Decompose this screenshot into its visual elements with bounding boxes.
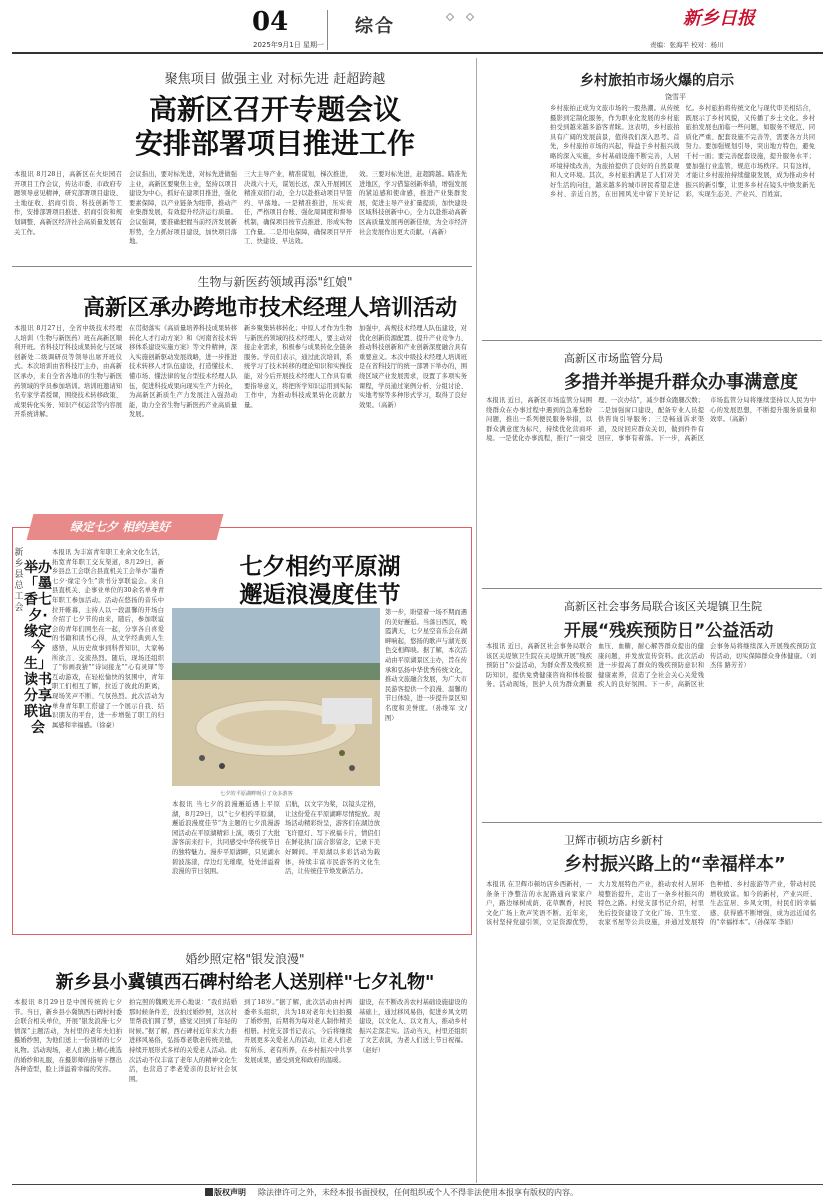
a2-col-2: 在贯彻落实《高质量培养科技成果转移转化人才行动方案》和《河南省技术转移体系建设实施方案》等文件精神，深入实施创新驱动发展战略，进一步推进技术转移人才队伍建设，打造懂技术、懂市场、懂法律的复合型技术经理人队伍，促进科技成果向现实生产力转化，为高新区新质生产力发展注入强劲动能，助力全省生物与新医药产业高质量发展。 bbox=[129, 325, 237, 419]
r3-title: 开展“残疾预防日”公益活动 bbox=[564, 621, 774, 641]
a1-col-2: 会议指出，要对标先进，对标先进做强主业，高新区要聚焦主业，坚持以项目建设为中心，抓好在建项目推进，强化要素保障，以产业链条为纽带，推动产业集群发展，有效提升经济运行质量。会议强调，要准确把握当前经济发展新形势，全力抓好项目建设，加快项目落地。 bbox=[129, 171, 237, 246]
a3-body-2: 启航，以文字为桨，以镜头定格，让这份爱在平原湖畔尽情绽放。现场活动精彩纷呈，游客们在湖边放飞许愿灯、写下祝福卡片，情侣们在鲜花拱门前合影留念，记录下美好瞬间。平原湖以多彩活动为载体，持续丰富市民游客的文化生活，让传统佳节焕发新活力。 bbox=[285, 801, 380, 876]
a1-kicker: 聚焦项目 做强主业 对标先进 赶超跨越 bbox=[164, 72, 386, 87]
a2-title: 高新区承办跨地市技术经理人培训活动 bbox=[82, 296, 457, 321]
r3-kicker: 高新区社会事务局联合该区关堤镇卫生院 bbox=[564, 600, 762, 613]
a4-title: 新乡县小冀镇西石碑村给老人送别样"七夕礼物" bbox=[55, 972, 435, 993]
date-line: 2025年9月1日 星期一 bbox=[253, 41, 324, 49]
newspaper-logo: 新乡日报 bbox=[683, 8, 755, 29]
a1-col-4: 效。三要对标先进，赶超跨越。瞄准先进地区，学习借鉴创新举措，增强发展的紧迫感和使命感，推进产业集群发展，促进主导产业扩量提质，加快建设区域科技创新中心，全力以赴推动高新区高质量发展再创新佳绩，为全市经济社会发展作出更大贡献。（高新） bbox=[359, 171, 467, 236]
r3-body: 本报讯 近日，高新区社会事务局联合该区关堤镇卫生院在关堤镇开展“残疾预防日”公益活动，为群众普及残疾预防知识，提供免费健康咨询和体检服务。活动现场，医护人员为群众测量血压、血糖，耐心解答群众提出的健康问题，并发放宣传资料。此次活动进一步提高了群众的残疾预防意识和健康素养，营造了全社会关心关爱残疾人的良好氛围。下一步，高新区社会事务局将继续深入开展残疾预防宣传活动，切实保障群众身体健康。（刘杰伟 路芳芳） bbox=[486, 643, 816, 689]
a1-title: 高新区召开专题会议 bbox=[148, 93, 401, 126]
a1-title-2: 安排部署项目推进工作 bbox=[134, 127, 415, 160]
a3-side-title: 举办「墨香七夕·缘定今生」读书分享联谊会 bbox=[24, 560, 52, 736]
a4-col-3: 到了18岁。”据了解，此次活动由村两委牵头组织，共为18对老年夫妇拍摄了婚纱照，后期将为每对老人制作精美相册。村党支部书记表示，今后将继续开展更多关爱老人的活动，让老人们老有所乐、老有所养，在乡村振兴中共享发展成果，感受到党和政府的温暖。 bbox=[244, 999, 352, 1064]
r4-body: 本报讯 在卫辉市顿坊店乡西新村，一条条干净整洁的水泥路通向家家户户，路边绿树成荫、花草飘香，村民文化广场上欢声笑语不断。近年来，该村坚持党建引领，立足资源优势，大力发展特色产业，推动农村人居环境整治提升，走出了一条乡村振兴的特色之路。村党支部书记介绍，村里先后投资建设了文化广场、卫生室、农家书屋等公共设施，并通过发展特色种植、乡村旅游等产业，带动村民增收致富。如今的新村，产业兴旺、生态宜居、乡风文明，村民们的幸福感、获得感不断增强，成为远近闻名的“幸福样本”。（孙保军 李娟） bbox=[486, 881, 816, 927]
editors-line: 责编：张海平 校对：杨川 bbox=[650, 41, 724, 49]
a1-col-1: 本报讯 8月28日，高新区在火炬园召开项目工作会议，传达市委、市政府专题领导意见精神，研究部署项目建设、土地征收、招商引资、科技创新等工作，安排部署项目推进、招商引资和规划调整、高新区经济社会高质量发展有关工作。 bbox=[14, 171, 122, 236]
a4-col-2: 拍完照的魏殿光开心地说：“我们结婚那时候条件差，没拍过婚纱照，这次村里帮我们圆了梦，感觉又回到了年轻的时候。”据了解，西石碑村近年来大力推进移风易俗，弘扬尊老敬老传统美德，持续开展形式多样的关爱老人活动。此次活动不仅丰富了老年人的精神文化生活，也营造了孝老爱亲的良好社会氛围。 bbox=[129, 999, 237, 1083]
a3-title: 七夕相约平原湖 bbox=[239, 554, 401, 580]
feature-banner-text: 绿定七夕 相约美好 bbox=[70, 520, 171, 534]
a4-col-1: 本报讯 8月29日是中国传统的七夕节。当日，新乡县小冀镇西石碑村村委会联合相关单位，开展“银发浪漫·七夕情深”主题活动，为村里的老年夫妇拍摄婚纱照，为他们送上一份别样的七夕礼物。活动现场，老人们换上精心挑选的婚纱和礼服，在摄影师的指导下摆出各种造型，脸上洋溢着幸福的笑容。 bbox=[14, 999, 122, 1074]
a2-col-3: 新乡聚集转移转化；中原人才作为生物与新医药领域的技术经理人，要主动对接企业需求，积极参与成果转化全链条服务。学员们表示，通过此次培训，系统学习了技术转移的理论知识和实操技能，对今后开展技术经理人工作具有重要指导意义，将把所学知识运用到实际工作中，为推动科技成果转化贡献力量。 bbox=[244, 325, 352, 409]
r2-kicker: 高新区市场监管分局 bbox=[564, 352, 663, 365]
a4-kicker: 婚纱照定格"银发浪漫" bbox=[185, 952, 305, 966]
a3-photo-caption: 七夕的平原湖畔吸引了众多游客 bbox=[220, 791, 293, 797]
a3-body-3: 第一步，盼望着一场不期而遇的美好邂逅。当落日西沉，晚霞满天，七夕星空音乐会在湖畔响起，悠扬的歌声与湖光夜色交相辉映。据了解，本次活动由平原湖景区主办，旨在传承和弘扬中华优秀传统文化，推动文旅融合发展，为广大市民游客提供一个浪漫、温馨的节日体验，进一步提升景区知名度和美誉度。（孙维军 文/图） bbox=[385, 609, 467, 722]
a1-col-3: 三大主导产业，精准谋划，梯次推进，决战六十天，谋划长远，深入开展园区精准双招行动，全力以赴推动项目早签约、早落地。一是精准推进，压实责任，严格项目台账、强化周调度和督导机制，确保项目按节点推进、形成实物工作量。二是用电保障，确保项目早开工、快建设、早达效。 bbox=[244, 171, 352, 246]
r1-title: 乡村旅拍市场火爆的启示 bbox=[580, 73, 734, 89]
a2-kicker: 生物与新医药领域再添"红娘" bbox=[197, 275, 353, 289]
a3-left-col: 本报讯 为丰富青年职工业余文化生活，拓宽青年职工交友渠道，8月29日，新乡县总工会联合县直机关工会举办“墨香七夕·缘定今生”读书分享联谊会。来自县直机关、企事业单位的30余名单身青年职工参加活动。活动在悠扬的音乐中拉开帷幕，主持人以一段温馨的开场白介绍了七夕节的由来，随后，参加联谊会的青年们围坐在一起，分享各自喜爱的书籍和读书心得，从文学经典到人生感悟，从历史故事到科普知识，大家畅所欲言、交流热烈。随后，现场还组织了“你画我猜”“诗词接龙”“心有灵犀”等互动游戏，在轻松愉快的氛围中，青年职工们相互了解，拉近了彼此的距离，现场笑声不断、气氛热烈。此次活动为单身青年职工搭建了一个展示自我、结识朋友的平台，进一步增强了职工的归属感和幸福感。（徐豪） bbox=[52, 549, 164, 729]
r4-title: 乡村振兴路上的“幸福样本” bbox=[564, 854, 786, 875]
a4-col-4: 建设，在不断改善农村基础设施建设的基础上，通过移风易俗，促进乡风文明建设，以文化人、以文育人，推动乡村振兴走深走实。活动当天，村里还组织了文艺表演，为老人们送上节日祝福。（赵好） bbox=[359, 999, 467, 1054]
a3-title-2: 邂逅浪漫度佳节 bbox=[239, 582, 401, 608]
r1-author: 饶雪平 bbox=[665, 93, 686, 101]
r4-kicker: 卫辉市顿坊店乡新村 bbox=[564, 834, 663, 847]
a2-col-4: 加强中，高规技术经理人队伍建设，对优化创新资源配置、提升产业竞争力、推动科技创新和产业创新深度融合具有重要意义。本次中级技术经理人培训班是在省科技厅的统一部署下举办的，围绕区域产业发展需求，设置了多项实务课程，学员通过案例分析、分组讨论、实地考察等多种形式学习，取得了良好效果。（高新） bbox=[359, 325, 467, 409]
r2-body: 本报讯 近日，高新区市场监管分局围绕群众在办事过程中遇到的急难愁盼问题，推出一系列便民服务举措，以群众满意度为标尺，持续优化营商环境。一是优化办事流程，推行“一窗受理、一次办结”，减少群众跑腿次数；二是加强窗口建设，配备专业人员提供咨询引导服务；三是畅通诉求渠道，及时回应群众关切，做到件件有回应、事事有着落。下一步，高新区市场监管分局将继续坚持以人民为中心的发展思想，不断提升服务质量和效率。（高新） bbox=[486, 397, 816, 443]
section-name: 综合 bbox=[355, 16, 395, 37]
page-number: 04 bbox=[252, 7, 289, 37]
a3-lake-photo bbox=[172, 608, 380, 786]
footer-text: 除法律许可之外，未经本报书面授权，任何组织或个人不得非法使用本报享有版权的内容。 bbox=[258, 1188, 578, 1197]
footer-label: 版权声明 bbox=[214, 1188, 246, 1197]
r1-body: 乡村旅拍正成为文旅市场的一股热潮。从传统摄影到定制化服务，作为职业化发展的乡村旅拍受到越来越多游客青睐。这表明，乡村旅拍具有广阔的发展前景，值得我们深入思考。首先，乡村旅拍市场的兴起，得益于乡村振兴战略的深入实施，乡村基础设施不断完善，人居环境持续改善，为旅拍提供了良好的自然景观和人文环境。其次，乡村旅拍满足了人们对美好生活的向往，越来越多的城市居民希望走进乡村、亲近自然，在田园风光中留下美好记忆。乡村旅拍将传统文化与现代审美相结合，既展示了乡村风貌，又传播了乡土文化。乡村旅拍发展也面临一些问题，如服务不规范、同质化严重、配套设施不完善等，需要各方共同努力。要加强规划引导，突出地方特色，避免千村一面；要完善配套设施，提升服务水平；要加强行业监管，规范市场秩序。只有这样，才能让乡村旅拍持续健康发展，成为推动乡村振兴的新引擎，让更多乡村在镜头中焕发新光彩，实现生态美、产业兴、百姓富。 bbox=[550, 105, 815, 199]
r2-title: 多措并举提升群众办事满意度 bbox=[564, 372, 798, 393]
a2-col-1: 本报讯 8月27日，全省中级技术经理人培训（生物与新医药）班在高新区顺利开班。省科技厅科技成果转化与区域创新处二级调研员等领导出席开班仪式。本次培训由省科技厅主办，由高新区承办，来自全省各地市的生物与新医药领域的学员参加培训。培训班邀请知名专家学者授课，围绕技术转移政策、成果转化实务、知识产权运营等内容展开系统讲解。 bbox=[14, 325, 122, 419]
a3-body-1: 本报讯 当七夕的浪漫邂逅遇上平原湖，8月29日，以“七夕相约平原湖，邂逅浪漫度佳节”为主题的七夕浪漫游园活动在平原湖精彩上演，吸引了大批游客前来打卡，共同感受中华传统节日的独特魅力。漫步平原湖畔，只见湖水碧波荡漾，岸边灯光璀璨，处处洋溢着浪漫的节日氛围。 bbox=[172, 801, 280, 876]
a3-side-sub: 新乡县总工会 bbox=[14, 548, 24, 613]
